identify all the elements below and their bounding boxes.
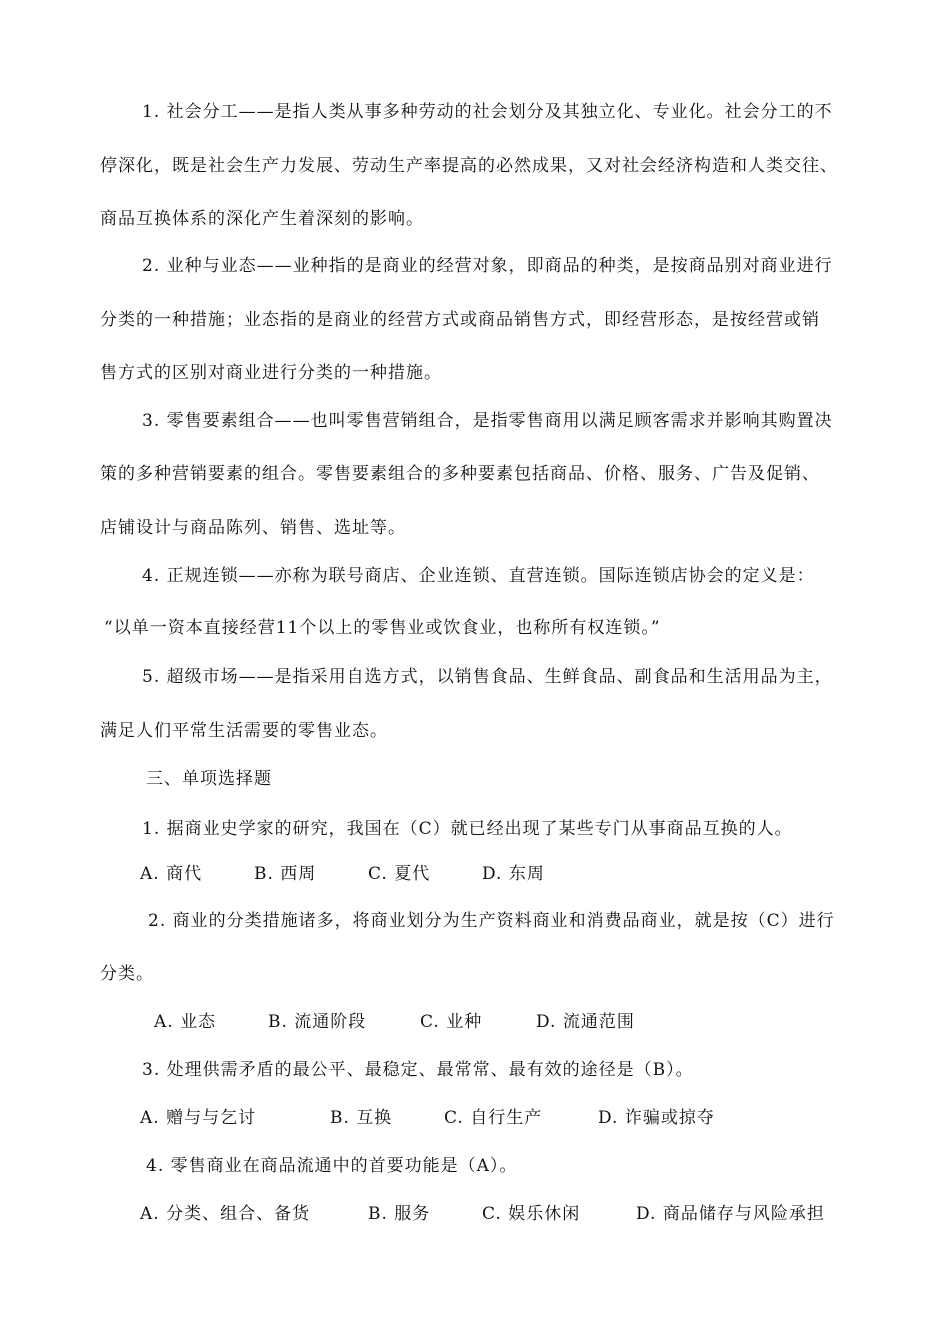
question-3-option-d: D. 诈骗或掠夺 <box>598 1108 715 1128</box>
question-4-text: 4. 零售商业在商品流通中的首要功能是（A）。 <box>146 1156 518 1176</box>
definition-1-line-1: 1. 社会分工——是指人类从事多种劳动的社会划分及其独立化、专业化。社会分工的不 <box>142 102 833 122</box>
question-3-option-c: C. 自行生产 <box>444 1108 543 1128</box>
definition-4-line-1: 4. 正规连锁——亦称为联号商店、企业连锁、直营连锁。国际连锁店协会的定义是： <box>142 566 815 586</box>
question-1-text: 1. 据商业史学家的研究，我国在（C）就已经出现了某些专门从事商品互换的人。 <box>142 819 793 839</box>
question-1-option-a: A. 商代 <box>140 864 203 884</box>
question-2-line-1: 2. 商业的分类措施诸多，将商业划分为生产资料商业和消费品商业，就是按（C）进行 <box>148 911 835 931</box>
definition-5-line-2: 满足人们平常生活需要的零售业态。 <box>100 721 388 741</box>
question-2-option-c: C. 业种 <box>420 1012 483 1032</box>
question-2-option-a: A. 业态 <box>154 1012 217 1032</box>
definition-4-line-2: “以单一资本直接经营11个以上的零售业或饮食业，也称所有权连锁。” <box>104 618 661 638</box>
question-2-line-2: 分类。 <box>100 964 154 984</box>
question-1-option-d: D. 东周 <box>482 864 545 884</box>
definition-5-line-1: 5. 超级市场——是指采用自选方式，以销售食品、生鲜食品、副食品和生活用品为主， <box>142 667 833 687</box>
question-1-option-b: B. 西周 <box>254 864 317 884</box>
question-4-option-c: C. 娱乐休闲 <box>482 1204 581 1224</box>
definition-2-line-3: 售方式的区别对商业进行分类的一种措施。 <box>100 363 442 383</box>
definition-1-line-3: 商品互换体系的深化产生着深刻的影响。 <box>100 209 424 229</box>
question-3-text: 3. 处理供需矛盾的最公平、最稳定、最常常、最有效的途径是（B）。 <box>142 1060 694 1080</box>
question-4-option-b: B. 服务 <box>368 1204 431 1224</box>
question-2-option-b: B. 流通阶段 <box>268 1012 367 1032</box>
definition-3-line-2: 策的多种营销要素的组合。零售要素组合的多种要素包括商品、价格、服务、广告及促销、 <box>100 464 820 484</box>
question-4-option-d: D. 商品储存与风险承担 <box>636 1204 825 1224</box>
definition-2-line-2: 分类的一种措施；业态指的是商业的经营方式或商品销售方式，即经营形态，是按经营或销 <box>100 310 820 330</box>
section-heading: 三、单项选择题 <box>146 769 272 789</box>
question-1-option-c: C. 夏代 <box>368 864 431 884</box>
definition-1-line-2: 停深化，既是社会生产力发展、劳动生产率提高的必然成果，又对社会经济构造和人类交往、 <box>100 156 838 176</box>
question-3-option-a: A. 赠与与乞讨 <box>140 1108 257 1128</box>
definition-3-line-1: 3. 零售要素组合——也叫零售营销组合，是指零售商用以满足顾客需求并影响其购置决 <box>142 411 833 431</box>
definition-2-line-1: 2. 业种与业态——业种指的是商业的经营对象，即商品的种类，是按商品别对商业进行 <box>142 256 833 276</box>
question-3-option-b: B. 互换 <box>330 1108 393 1128</box>
question-2-option-d: D. 流通范围 <box>536 1012 635 1032</box>
definition-3-line-3: 店铺设计与商品陈列、销售、选址等。 <box>100 518 406 538</box>
question-4-option-a: A. 分类、组合、备货 <box>140 1204 311 1224</box>
